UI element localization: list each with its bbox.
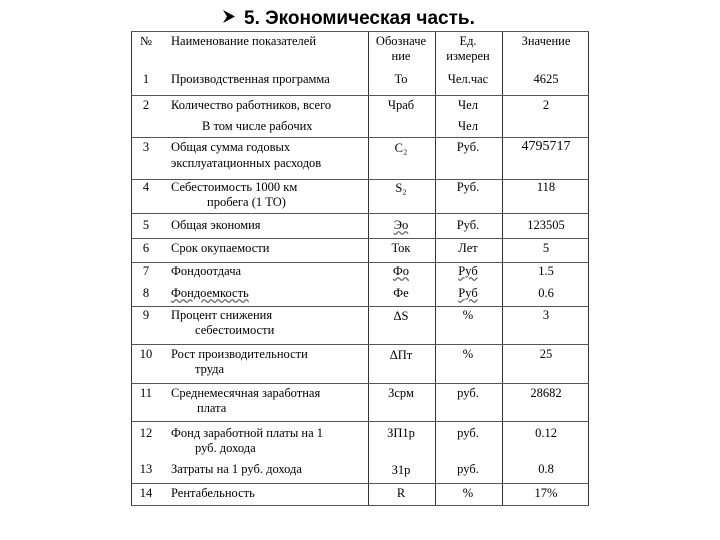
row-6-value: 5: [542, 241, 550, 255]
row-4-name-line2: пробега (1 ТО): [207, 195, 286, 209]
row-divider: [131, 344, 589, 345]
row-divider: [131, 95, 589, 96]
row-1-unit: Чел.час: [447, 72, 489, 86]
row-5-value: 123505: [527, 218, 565, 232]
row-8-num: 8: [142, 286, 150, 300]
row-7-name: Фондоотдача: [171, 264, 242, 278]
row-1-num: 1: [142, 72, 150, 86]
row-3-unit: Руб.: [456, 140, 480, 154]
row-14-name: Рентабельность: [171, 486, 255, 500]
row-2-name: Количество работников, всего: [171, 98, 332, 112]
row-5-unit: Руб.: [456, 218, 480, 232]
row-3-name-line2: эксплуатационных расходов: [171, 156, 322, 170]
row-3-name: Общая сумма годовых: [171, 140, 291, 154]
row-divider: [131, 483, 589, 484]
row-4-value: 118: [536, 180, 556, 194]
row-10-unit: %: [462, 347, 474, 361]
row-11-name: Среднемесячная заработная: [171, 386, 321, 400]
row-10-value: 25: [539, 347, 553, 361]
header-symbol-line2: ние: [391, 49, 411, 63]
row-2-sub-unit: Чел: [458, 119, 478, 133]
row-11-name-line2: плата: [197, 401, 227, 415]
row-11-unit: руб.: [457, 386, 479, 400]
row-8-symbol: Фе: [393, 286, 409, 300]
row-2-value: 2: [542, 98, 550, 112]
row-10-num: 10: [139, 347, 153, 361]
row-9-unit: %: [462, 308, 474, 322]
row-6-symbol: Ток: [391, 241, 411, 255]
row-13-name: Затраты на 1 руб. дохода: [171, 462, 302, 476]
row-1-name: Производственная программа: [171, 72, 330, 86]
row-3-num: 3: [142, 140, 150, 154]
header-num: №: [140, 34, 152, 48]
row-13-value: 0.8: [538, 462, 554, 476]
row-2-sub-name: В том числе рабочих: [202, 119, 313, 133]
row-divider: [131, 505, 589, 506]
row-6-unit: Лет: [458, 241, 478, 255]
row-8-unit: Руб: [458, 286, 478, 300]
header-unit-line2: измерен: [446, 49, 490, 63]
row-13-symbol: З1р: [391, 463, 411, 477]
title-text: 5. Экономическая часть.: [244, 8, 475, 29]
row-12-value: 0.12: [535, 426, 557, 440]
row-9-value: 3: [542, 308, 550, 322]
row-12-unit: руб.: [457, 426, 479, 440]
arrow-bullet-icon: [222, 6, 236, 32]
row-4-unit: Руб.: [456, 180, 480, 194]
row-divider: [131, 31, 589, 32]
row-14-num: 14: [139, 486, 153, 500]
row-11-value: 28682: [530, 386, 562, 400]
row-2-unit: Чел: [458, 98, 478, 112]
row-1-value: 4625: [533, 72, 559, 86]
row-5-symbol: Эо: [393, 218, 409, 232]
row-9-name: Процент снижения: [171, 308, 273, 322]
row-7-value: 1.5: [538, 264, 554, 278]
row-12-name-line2: руб. дохода: [195, 441, 256, 455]
row-divider: [131, 262, 589, 263]
row-9-name-line2: себестоимости: [195, 323, 275, 337]
row-12-num: 12: [139, 426, 153, 440]
row-3-symbol: C₂: [394, 141, 408, 155]
row-5-num: 5: [142, 218, 150, 232]
row-8-value: 0.6: [538, 286, 554, 300]
row-12-name: Фонд заработной платы на 1: [171, 426, 323, 440]
row-divider: [131, 383, 589, 384]
row-13-num: 13: [139, 462, 153, 476]
header-name: Наименование показателей: [171, 34, 317, 48]
row-12-symbol: ЗП1р: [387, 426, 415, 440]
economics-table: [131, 31, 589, 506]
row-9-symbol: ΔS: [393, 309, 409, 323]
row-4-num: 4: [142, 180, 150, 194]
row-6-name: Срок окупаемости: [171, 241, 270, 255]
page-title: [222, 6, 522, 32]
row-divider: [131, 306, 589, 307]
row-13-unit: руб.: [457, 462, 479, 476]
header-symbol-line1: Обозначе: [375, 34, 427, 48]
row-10-name-line2: труда: [195, 362, 225, 376]
row-6-num: 6: [142, 241, 150, 255]
row-10-name: Рост производительности: [171, 347, 308, 361]
row-5-name: Общая экономия: [171, 218, 261, 232]
row-14-symbol: R: [396, 486, 406, 500]
row-4-name: Себестоимость 1000 км: [171, 180, 298, 194]
row-8-name: Фондоемкость: [171, 286, 249, 300]
row-14-unit: %: [462, 486, 474, 500]
row-divider: [131, 421, 589, 422]
header-unit-line1: Ед.: [459, 34, 477, 48]
row-3-value: 4795717: [521, 139, 571, 154]
row-2-num: 2: [142, 98, 150, 112]
row-7-num: 7: [142, 264, 150, 278]
row-7-unit: Руб: [458, 264, 478, 278]
row-10-symbol: ΔПт: [389, 348, 413, 362]
row-divider: [131, 238, 589, 239]
row-divider: [131, 213, 589, 214]
row-4-symbol: S₂: [395, 181, 407, 195]
row-14-value: 17%: [534, 486, 558, 500]
row-11-num: 11: [139, 386, 153, 400]
row-1-symbol: То: [394, 72, 408, 86]
header-value: Значение: [521, 34, 571, 48]
row-divider: [131, 137, 589, 138]
row-9-num: 9: [142, 308, 150, 322]
row-7-symbol: Фо: [392, 264, 410, 278]
row-11-symbol: Зсрм: [388, 386, 414, 400]
row-2-symbol: Чраб: [387, 98, 415, 112]
